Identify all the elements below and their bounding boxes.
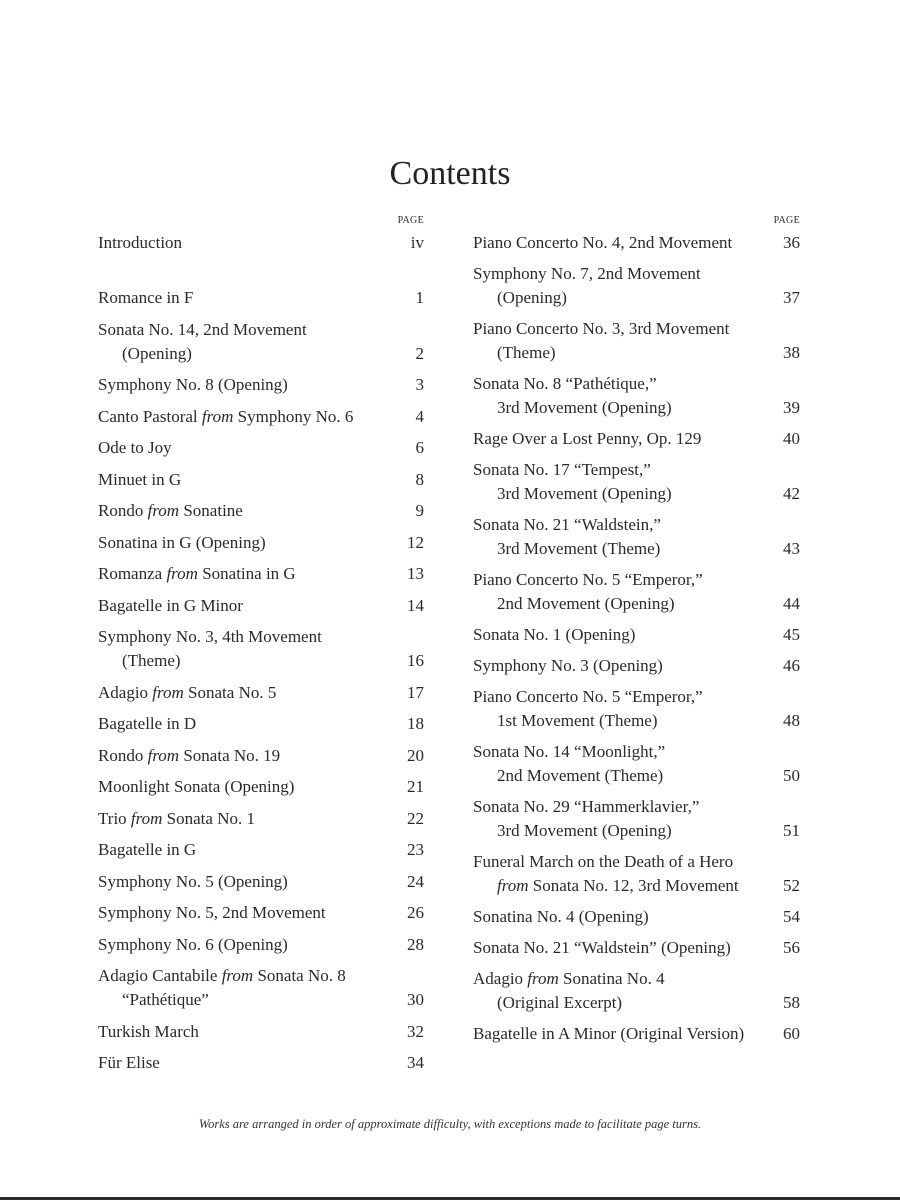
toc-page-number: 52 <box>783 876 800 895</box>
toc-entry-title <box>98 775 390 799</box>
toc-entry[interactable] <box>473 795 800 843</box>
toc-page-number: 32 <box>407 1021 424 1041</box>
toc-entry-title <box>98 286 390 310</box>
toc-title-text: Romance in F <box>98 288 194 307</box>
toc-title-text: Turkish March <box>98 1021 199 1041</box>
toc-title-text: Sonata No. 5 <box>188 682 277 702</box>
toc-entry-title <box>473 654 766 678</box>
toc-entry[interactable] <box>473 936 800 960</box>
toc-entry-title <box>98 870 390 894</box>
toc-subtitle-text: “Pathétique” <box>122 990 209 1009</box>
toc-title-text: Bagatelle in G Minor <box>98 595 243 615</box>
toc-entry[interactable] <box>98 625 424 673</box>
toc-page-number: 4 <box>415 406 424 426</box>
from-word: from <box>221 966 254 985</box>
toc-entry[interactable] <box>473 458 800 506</box>
toc-title-text: Sonata No. 8 “Pathétique,” <box>473 374 657 393</box>
toc-entry[interactable] <box>98 373 424 397</box>
toc-entry-title <box>98 318 390 342</box>
toc-page-number: 54 <box>783 907 800 926</box>
toc-entry-subtitle <box>473 396 766 420</box>
from-word: from <box>497 876 529 895</box>
toc-entry-title <box>98 594 390 618</box>
from-word: from <box>147 501 180 520</box>
toc-entry-subtitle <box>473 764 766 788</box>
toc-entry[interactable] <box>98 318 424 366</box>
toc-subtitle-text: 2nd Movement (Opening) <box>497 594 675 613</box>
toc-subtitle-text: 3rd Movement (Opening) <box>497 398 672 417</box>
toc-title-text: Piano Concerto No. 3, 3rd Movement <box>473 319 730 338</box>
toc-title-text: Symphony No. 5, 2nd Movement <box>98 903 326 922</box>
toc-title-text: Sonatina in G <box>202 564 296 583</box>
toc-entry-title <box>473 795 766 819</box>
toc-entry-title <box>473 372 766 396</box>
page-column-header: PAGE <box>773 215 800 226</box>
toc-page-number: 26 <box>407 903 424 922</box>
from-word: from <box>166 564 198 583</box>
toc-subtitle-text: 2nd Movement (Theme) <box>497 766 664 785</box>
toc-page-number: 48 <box>783 711 800 730</box>
toc-title-text: Bagatelle in G <box>98 840 197 859</box>
toc-entry[interactable] <box>98 901 424 925</box>
toc-entry-title <box>98 468 390 492</box>
toc-subtitle-text: (Theme) <box>122 651 181 670</box>
toc-entry[interactable] <box>98 499 424 523</box>
toc-title-text: Sonata No. 1 <box>166 808 255 828</box>
toc-entry-title <box>98 744 390 768</box>
toc-page-number: 24 <box>407 871 424 891</box>
toc-title-text: Symphony No. 3, 4th Movement <box>98 627 322 646</box>
toc-entry-title <box>98 231 390 255</box>
toc-title-text: Symphony No. 3 (Opening) <box>473 656 663 675</box>
toc-entry-title <box>473 623 766 647</box>
from-word: from <box>152 682 184 702</box>
toc-subtitle-text: (Original Excerpt) <box>497 993 623 1012</box>
toc-entry-title <box>473 458 766 482</box>
toc-subtitle-text: (Theme) <box>497 343 556 362</box>
toc-title-text: Introduction <box>98 233 183 252</box>
toc-entry-title <box>473 936 766 960</box>
toc-entry-title <box>98 405 390 429</box>
toc-page-number: 14 <box>407 595 424 615</box>
toc-entry-title <box>473 568 766 592</box>
toc-entry[interactable] <box>473 372 800 420</box>
toc-page-number: 34 <box>407 1053 424 1072</box>
from-word: from <box>130 808 163 828</box>
toc-page-number: 2 <box>415 343 424 363</box>
toc-entry[interactable] <box>98 964 424 1012</box>
toc-entry[interactable] <box>98 870 424 894</box>
toc-entry-title <box>98 1020 390 1044</box>
toc-subtitle-text: (Opening) <box>497 288 567 307</box>
toc-page-number: 43 <box>783 539 800 558</box>
toc-entry-title <box>473 967 766 991</box>
toc-entry[interactable] <box>473 850 800 898</box>
toc-entry[interactable] <box>98 807 424 831</box>
toc-entry[interactable] <box>473 1022 800 1046</box>
toc-page-number: 9 <box>415 501 424 520</box>
toc-entry[interactable] <box>473 654 800 678</box>
toc-entry[interactable] <box>98 468 424 492</box>
contents-right-column <box>473 214 800 1046</box>
toc-entry-subtitle <box>473 709 766 733</box>
toc-entry-title <box>473 231 766 255</box>
toc-entry[interactable] <box>98 594 424 618</box>
toc-entry[interactable] <box>473 262 800 310</box>
toc-entry[interactable] <box>473 740 800 788</box>
toc-entry[interactable] <box>473 623 800 647</box>
toc-page-number: 44 <box>783 594 800 613</box>
toc-title-text: Romanza <box>98 564 163 583</box>
from-word: from <box>527 969 559 988</box>
toc-title-text: Sonata No. 17 “Tempest,” <box>473 460 651 479</box>
toc-entry-title <box>98 807 390 831</box>
toc-entry[interactable] <box>98 712 424 736</box>
toc-page-number: 1 <box>415 288 424 307</box>
toc-title-text: Piano Concerto No. 5 “Emperor,” <box>473 687 703 706</box>
toc-title-text: Bagatelle in D <box>98 714 197 733</box>
toc-page-number: 21 <box>407 777 424 796</box>
toc-entry[interactable] <box>473 685 800 733</box>
toc-entry[interactable] <box>98 436 424 460</box>
toc-page-number: 12 <box>407 532 424 552</box>
toc-title-text: Sonatina No. 4 (Opening) <box>473 907 649 926</box>
toc-page-number: 28 <box>407 934 424 954</box>
toc-subtitle-text: (Opening) <box>122 343 192 363</box>
toc-title-text: Adagio <box>473 969 524 988</box>
toc-entry-title <box>473 262 766 286</box>
toc-entry[interactable] <box>98 231 424 255</box>
toc-entry[interactable] <box>98 838 424 862</box>
toc-page-number: 45 <box>783 625 800 644</box>
toc-entry-subtitle <box>473 991 766 1015</box>
toc-entry[interactable] <box>98 531 424 555</box>
toc-title-text: Symphony No. 5 (Opening) <box>98 871 288 891</box>
toc-entry-subtitle <box>473 592 766 616</box>
toc-entry-title <box>98 901 390 925</box>
toc-page-number: 6 <box>415 438 424 457</box>
footnote: Works are arranged in order of approximate difficulty, with exceptions made to facilitate page turns. <box>198 1117 702 1131</box>
toc-title-text: Sonata No. 19 <box>183 745 281 765</box>
toc-page-number: 46 <box>783 656 800 675</box>
toc-title-text: Trio <box>98 808 127 828</box>
toc-subtitle-text: 3rd Movement (Opening) <box>497 484 672 503</box>
toc-page-number: 60 <box>783 1024 800 1043</box>
toc-entry-title <box>98 838 390 862</box>
page-title: Contents <box>389 155 511 192</box>
toc-page-number: 23 <box>407 840 424 859</box>
toc-entry[interactable] <box>98 405 424 429</box>
toc-entry[interactable] <box>473 427 800 451</box>
toc-title-text: Bagatelle in A Minor (Original Version) <box>473 1024 745 1043</box>
toc-title-text: Sonata No. 14 “Moonlight,” <box>473 742 666 761</box>
toc-entry-title <box>473 740 766 764</box>
toc-entry-title <box>473 317 766 341</box>
toc-entry-subtitle <box>98 649 390 673</box>
toc-page-number: 30 <box>407 990 424 1009</box>
toc-entry-title <box>98 712 390 736</box>
toc-title-text: Piano Concerto No. 4, 2nd Movement <box>473 233 733 252</box>
toc-title-text: Sonata No. 1 (Opening) <box>473 625 636 644</box>
toc-title-text: Funeral March on the Death of a Hero <box>473 852 734 871</box>
toc-page-number: 3 <box>415 375 424 394</box>
toc-title-text: Ode to Joy <box>98 438 172 457</box>
toc-entry-subtitle <box>98 988 390 1012</box>
toc-entry[interactable] <box>473 317 800 365</box>
toc-entry-title <box>98 625 390 649</box>
toc-entry[interactable] <box>98 681 424 705</box>
toc-entry[interactable] <box>98 562 424 586</box>
toc-page-number: 13 <box>407 564 424 583</box>
toc-page-number: 37 <box>783 288 800 307</box>
toc-entry[interactable] <box>98 744 424 768</box>
toc-title-text: Sonata No. 8 <box>257 966 346 985</box>
toc-page-number: iv <box>410 233 424 252</box>
from-word: from <box>201 406 234 426</box>
toc-entry-subtitle <box>473 537 766 561</box>
toc-list-left <box>98 231 424 1075</box>
toc-page-number: 38 <box>783 343 800 362</box>
toc-entry-title <box>473 1022 766 1046</box>
toc-subtitle-text: Sonata No. 12, 3rd Movement <box>532 876 739 895</box>
toc-title-text: Rage Over a Lost Penny, Op. 129 <box>473 429 702 448</box>
toc-page-number: 42 <box>783 484 800 503</box>
toc-entry-title <box>98 964 390 988</box>
toc-entry-title <box>98 373 390 397</box>
toc-page-number: 20 <box>407 745 424 765</box>
toc-entry-title <box>98 681 390 705</box>
toc-page-number: 36 <box>783 233 800 252</box>
toc-page-number: 18 <box>407 714 424 733</box>
toc-entry[interactable] <box>473 513 800 561</box>
toc-entry-title <box>98 436 390 460</box>
toc-entry-subtitle <box>473 341 766 365</box>
toc-title-text: Sonata No. 21 “Waldstein” (Opening) <box>473 938 731 957</box>
toc-entry-title <box>98 1051 390 1075</box>
toc-title-text: Symphony No. 7, 2nd Movement <box>473 264 701 283</box>
toc-entry[interactable] <box>98 933 424 957</box>
toc-title-text: Symphony No. 6 <box>237 406 354 426</box>
toc-title-text: Sonatina in G (Opening) <box>98 532 266 552</box>
toc-entry-subtitle <box>473 874 766 898</box>
toc-title-text: Sonata No. 21 “Waldstein,” <box>473 515 661 534</box>
toc-page-number: 16 <box>407 651 424 670</box>
toc-list-right <box>473 231 800 1046</box>
toc-title-text: Adagio Cantabile <box>98 966 218 985</box>
toc-subtitle-text: 1st Movement (Theme) <box>497 711 658 730</box>
toc-entry[interactable] <box>98 286 424 310</box>
toc-page-number: 58 <box>783 993 800 1012</box>
toc-title-text: Sonatina No. 4 <box>563 969 665 988</box>
toc-title-text: Symphony No. 6 (Opening) <box>98 934 288 954</box>
toc-title-text: Symphony No. 8 (Opening) <box>98 375 288 394</box>
from-word: from <box>147 745 180 765</box>
toc-subtitle-text: 3rd Movement (Opening) <box>497 821 672 840</box>
toc-page-number: 50 <box>783 766 800 785</box>
toc-entry[interactable] <box>98 1051 424 1075</box>
toc-entry[interactable] <box>473 568 800 616</box>
toc-entry[interactable] <box>473 231 800 255</box>
toc-page-number: 51 <box>783 821 800 840</box>
toc-entry-title <box>98 499 390 523</box>
toc-page-number: 8 <box>415 469 424 489</box>
toc-title-text: Canto Pastoral <box>98 406 198 426</box>
toc-entry-subtitle <box>473 819 766 843</box>
toc-title-text: Sonatine <box>183 501 243 520</box>
toc-entry-subtitle <box>98 342 390 366</box>
toc-entry-title <box>473 685 766 709</box>
toc-title-text: Rondo <box>98 501 144 520</box>
toc-entry-title <box>98 933 390 957</box>
toc-entry[interactable] <box>98 1020 424 1044</box>
toc-title-text: Rondo <box>98 745 144 765</box>
toc-entry-title <box>473 905 766 929</box>
toc-title-text: Minuet in G <box>98 469 182 489</box>
toc-entry-subtitle <box>473 482 766 506</box>
page-column-header: PAGE <box>397 215 424 226</box>
toc-entry-title <box>98 562 390 586</box>
toc-page-number: 39 <box>783 398 800 417</box>
toc-title-text: Sonata No. 29 “Hammerklavier,” <box>473 797 700 816</box>
toc-entry-title <box>473 513 766 537</box>
toc-subtitle-text: 3rd Movement (Theme) <box>497 539 661 558</box>
toc-page-number: 17 <box>407 682 424 702</box>
toc-title-text: Sonata No. 14, 2nd Movement <box>98 319 307 339</box>
toc-page-number: 40 <box>783 429 800 448</box>
toc-entry[interactable] <box>473 967 800 1015</box>
toc-title-text: Für Elise <box>98 1053 160 1072</box>
toc-page-number: 22 <box>407 808 424 828</box>
toc-entry-title <box>473 427 766 451</box>
toc-entry-title <box>98 531 390 555</box>
toc-entry-subtitle <box>473 286 766 310</box>
toc-entry-title <box>473 850 766 874</box>
contents-left-column <box>98 214 424 1075</box>
toc-title-text: Adagio <box>98 682 149 702</box>
toc-title-text: Moonlight Sonata (Opening) <box>98 777 295 796</box>
toc-entry[interactable] <box>98 775 424 799</box>
toc-page-number: 56 <box>783 938 800 957</box>
toc-entry[interactable] <box>473 905 800 929</box>
toc-title-text: Piano Concerto No. 5 “Emperor,” <box>473 570 703 589</box>
